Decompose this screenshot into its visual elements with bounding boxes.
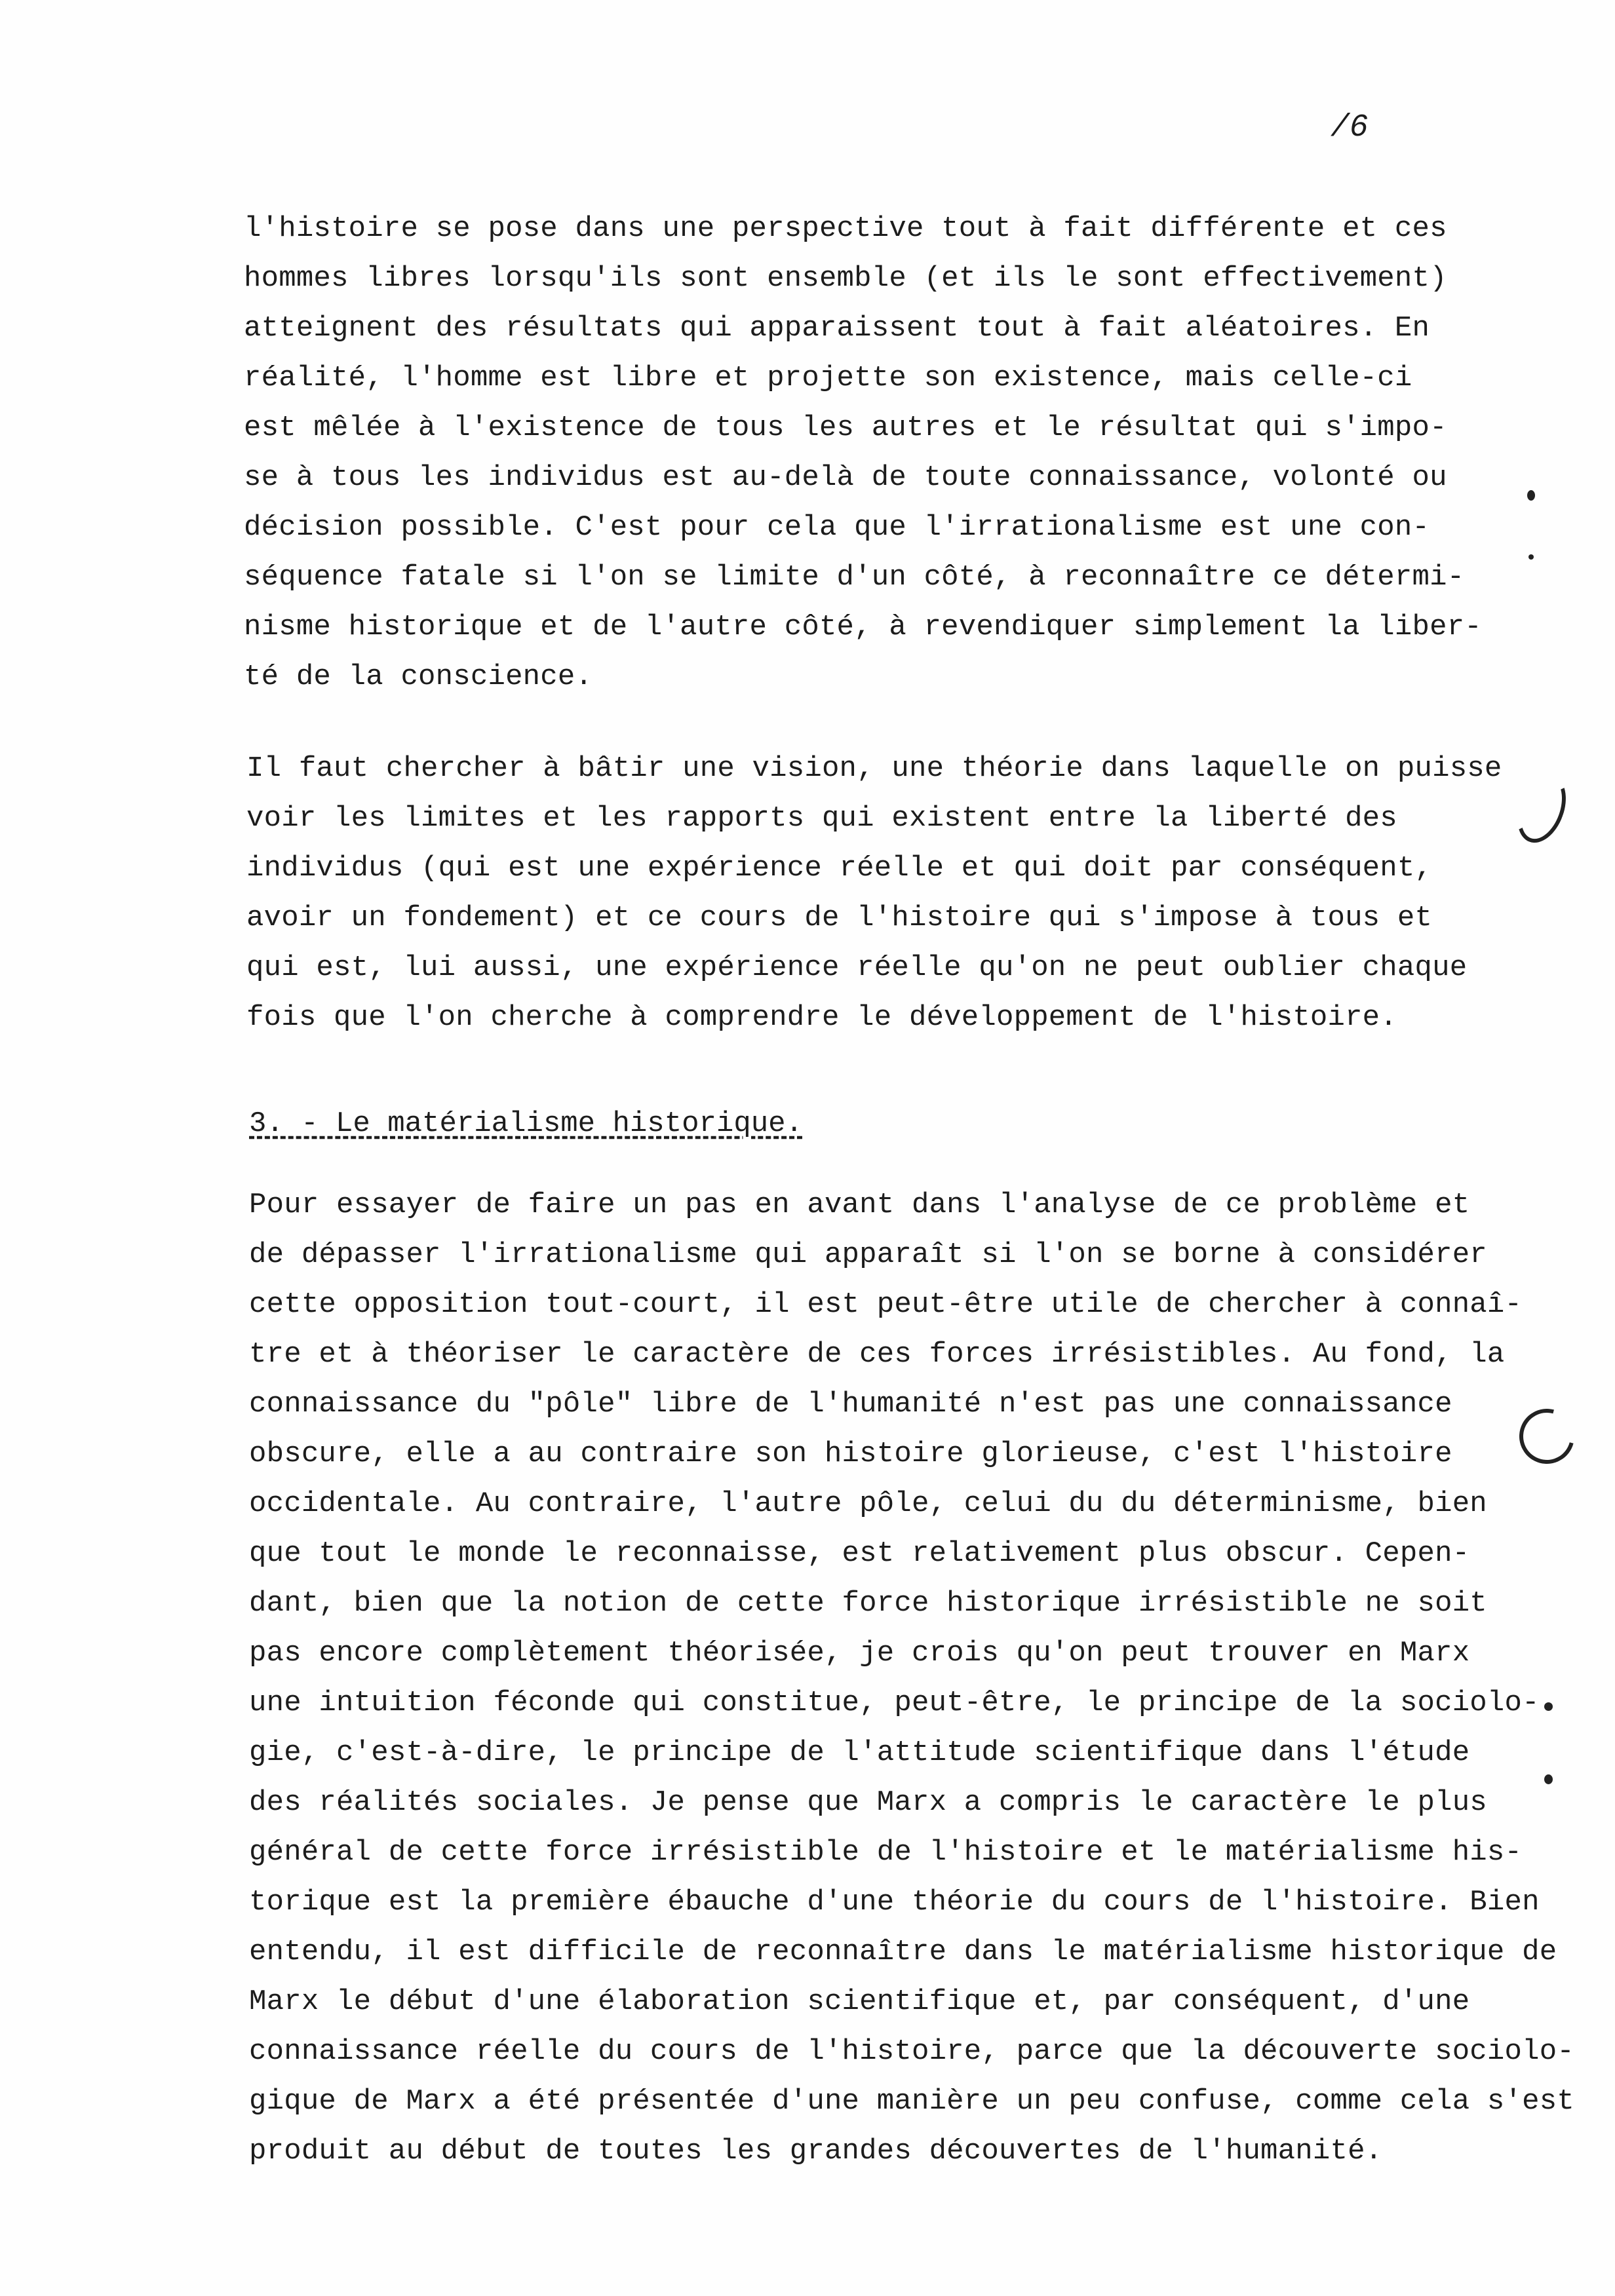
text-line: connaissance du "pôle" libre de l'humanité n'est pas une connaissance: [249, 1388, 1452, 1421]
text-line: gie, c'est-à-dire, le principe de l'attitude scientifique dans l'étude: [249, 1736, 1470, 1769]
text-line: gique de Marx a été présentée d'une manière un peu confuse, comme cela s'est: [249, 2085, 1574, 2118]
text-line: séquence fatale si l'on se limite d'un côté, à reconnaître ce détermi-: [244, 561, 1465, 594]
text-line: tre et à théoriser le caractère de ces forces irrésistibles. Au fond, la: [249, 1338, 1505, 1371]
text-line: se à tous les individus est au-delà de toute connaissance, volonté ou: [244, 461, 1447, 494]
text-line: dant, bien que la notion de cette force historique irrésistible ne soit: [249, 1587, 1487, 1620]
text-line: général de cette force irrésistible de l'histoire et le matérialisme his-: [249, 1836, 1523, 1869]
text-line: de dépasser l'irrationalisme qui apparaît si l'on se borne à considérer: [249, 1238, 1487, 1271]
text-line: pas encore complètement théorisée, je crois qu'on peut trouver en Marx: [249, 1637, 1470, 1670]
text-line: torique est la première ébauche d'une théorie du cours de l'histoire. Bien: [249, 1886, 1540, 1919]
scan-artifact-dot: [1528, 554, 1534, 560]
text-line: individus (qui est une expérience réelle et qui doit par conséquent,: [246, 852, 1433, 885]
page-number: /6: [1331, 110, 1369, 145]
scan-artifact-arc: [1509, 1399, 1585, 1474]
scan-artifact-dot: [1544, 1702, 1553, 1711]
text-line: hommes libres lorsqu'ils sont ensemble (et ils le sont effectivement): [244, 262, 1447, 295]
text-line: des réalités sociales. Je pense que Marx a compris le caractère le plus: [249, 1786, 1487, 1819]
text-line: obscure, elle a au contraire son histoire glorieuse, c'est l'histoire: [249, 1438, 1452, 1470]
text-line: Marx le début d'une élaboration scientifique et, par conséquent, d'une: [249, 1985, 1470, 2018]
text-line: occidentale. Au contraire, l'autre pôle, celui du du déterminisme, bien: [249, 1487, 1487, 1520]
text-line: atteignent des résultats qui apparaissent tout à fait aléatoires. En: [244, 312, 1430, 345]
scan-artifact-dot: [1544, 1774, 1553, 1784]
text-line: une intuition féconde qui constitue, peut-être, le principe de la sociolo-: [249, 1687, 1540, 1719]
text-line: cette opposition tout-court, il est peut-être utile de chercher à connaî-: [249, 1288, 1523, 1321]
scan-artifact-arc: [1509, 768, 1575, 850]
text-line: qui est, lui aussi, une expérience réelle qu'on ne peut oublier chaque: [246, 951, 1468, 984]
text-line: que tout le monde le reconnaisse, est relativement plus obscur. Cepen-: [249, 1537, 1470, 1570]
text-line: avoir un fondement) et ce cours de l'histoire qui s'impose à tous et: [246, 902, 1433, 934]
text-line: entendu, il est difficile de reconnaître dans le matérialisme historique de: [249, 1936, 1557, 1968]
text-line: connaissance réelle du cours de l'histoire, parce que la découverte sociolo-: [249, 2035, 1574, 2068]
text-line: Il faut chercher à bâtir une vision, une théorie dans laquelle on puisse: [246, 752, 1502, 785]
text-line: réalité, l'homme est libre et projette son existence, mais celle-ci: [244, 362, 1412, 394]
text-line: voir les limites et les rapports qui existent entre la liberté des: [246, 802, 1397, 835]
text-line: nisme historique et de l'autre côté, à revendiquer simplement la liber-: [244, 611, 1482, 643]
text-line: Pour essayer de faire un pas en avant dans l'analyse de ce problème et: [249, 1189, 1470, 1221]
text-line: est mêlée à l'existence de tous les autres et le résultat qui s'impo-: [244, 411, 1447, 444]
scan-artifact-dot: [1527, 490, 1535, 501]
text-line: produit au début de toutes les grandes découvertes de l'humanité.: [249, 2135, 1383, 2168]
text-line: té de la conscience.: [244, 660, 593, 693]
text-line: décision possible. C'est pour cela que l'irrationalisme est une con-: [244, 511, 1430, 544]
section-heading: 3. - Le matérialisme historique.: [249, 1107, 803, 1140]
text-line: fois que l'on cherche à comprendre le développement de l'histoire.: [246, 1001, 1397, 1034]
text-line: l'histoire se pose dans une perspective tout à fait différente et ces: [244, 212, 1447, 245]
